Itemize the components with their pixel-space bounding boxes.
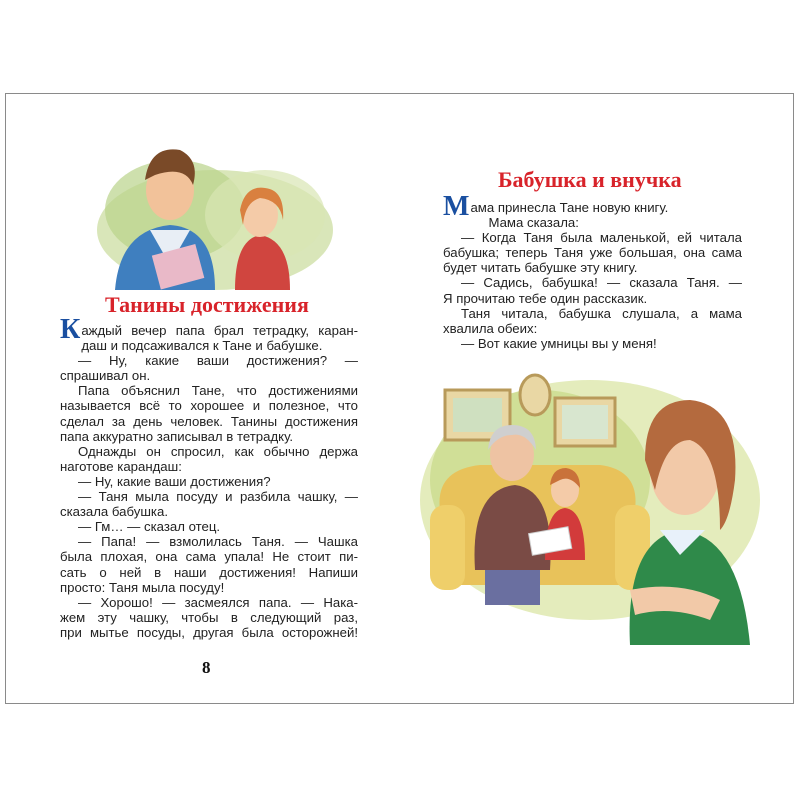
text-line [60,353,358,368]
line-text: — Ну, какие ваши достижения? — [78,353,358,369]
text-line [60,444,358,459]
line-text: Папа объяснил Тане, что достижениями [78,383,358,399]
text-line [443,191,742,222]
text-line [60,610,358,625]
story-text-left [60,314,358,640]
text-line [60,549,358,564]
text-line [443,245,742,260]
text-line [443,275,742,290]
text-line [60,595,358,610]
text-line [60,489,358,504]
text-line [60,383,358,398]
text-line [443,306,742,321]
text-line [60,519,358,534]
line-text: была плохая, она сама упала! Не стоит пи- [60,549,358,565]
text-line [60,504,358,519]
line-text: сказала бабушка. [60,504,168,520]
text-line [443,260,742,275]
line-text: — Таня мыла посуду и разбила чашку, — [78,489,358,505]
line-text: жем эту чашку, чтобы в следующий раз, [60,609,358,625]
line-text: Мама сказала: [488,215,579,231]
line-text: Таня читала, бабушка слушала, а мама [461,305,742,321]
text-line [60,474,358,489]
line-text: будет читать бабушке эту книгу. [443,260,638,276]
line-text: бабушка; теперь Таня уже большая, она сама [443,245,742,261]
line-text: Однажды он спросил, как обычно держа [78,443,358,459]
text-line [443,321,742,336]
text-line [60,398,358,413]
line-text: наготове карандаш: [60,458,182,474]
line-text: папа аккуратно записывал в тетрадку. [60,428,294,444]
line-text: — Папа! — взмолилась Таня. — Чашка [78,534,358,550]
text-line [81,338,358,353]
text-line [443,336,742,351]
text-line [60,580,358,595]
line-text: просто: Таня мыла посуду! [60,579,225,595]
line-text: — Ну, какие ваши достижения? [78,473,271,489]
line-text: — Садись, бабушка! — сказала Таня. — [461,275,742,291]
illustration-father-daughter [95,140,335,290]
story-title-right: Бабушка и внучка [498,167,682,192]
text-line [60,459,358,474]
page-number: 8 [202,658,211,677]
line-text: сделал за день человек. Танины достижения [60,413,358,429]
line-text: даш и подсаживался к Тане и бабушке. [81,338,323,354]
text-line [443,291,742,306]
line-text: хвалила обеих: [443,320,538,336]
illustration-grandmother-granddaughter-mother [420,370,765,645]
line-text: называется всё то хорошее и полезное, что [60,398,358,414]
line-text: — Вот какие умницы вы у меня! [461,335,657,351]
line-text: спрашивал он. [60,368,151,384]
text-line [60,625,358,640]
story-text-right [443,191,742,351]
story-title-left: Танины достижения [105,292,309,317]
line-text: при мытье посуды, другая была осторожней! [60,624,358,640]
line-text: Я прочитаю тебе один рассказик. [443,290,648,306]
line-text: ама принесла Тане новую книгу. [470,200,669,215]
text-line [60,314,358,345]
text-line [60,414,358,429]
drop-cap: М [443,191,470,222]
text-line [60,368,358,383]
text-line [443,230,742,245]
line-text: — Хорошо! — засмеялся папа. — Нака- [78,594,358,610]
line-text: сать о ней в наши достижения! Напиши [60,564,358,580]
text-line [60,429,358,444]
line-text: — Когда Таня была маленькой, ей читала [461,230,742,246]
line-text: — Гм… — сказал отец. [78,519,221,535]
text-line [60,565,358,580]
line-text: аждый вечер папа брал тетрадку, каран- [81,323,358,338]
text-line [470,215,742,230]
text-line [60,534,358,549]
drop-cap: К [60,314,81,345]
